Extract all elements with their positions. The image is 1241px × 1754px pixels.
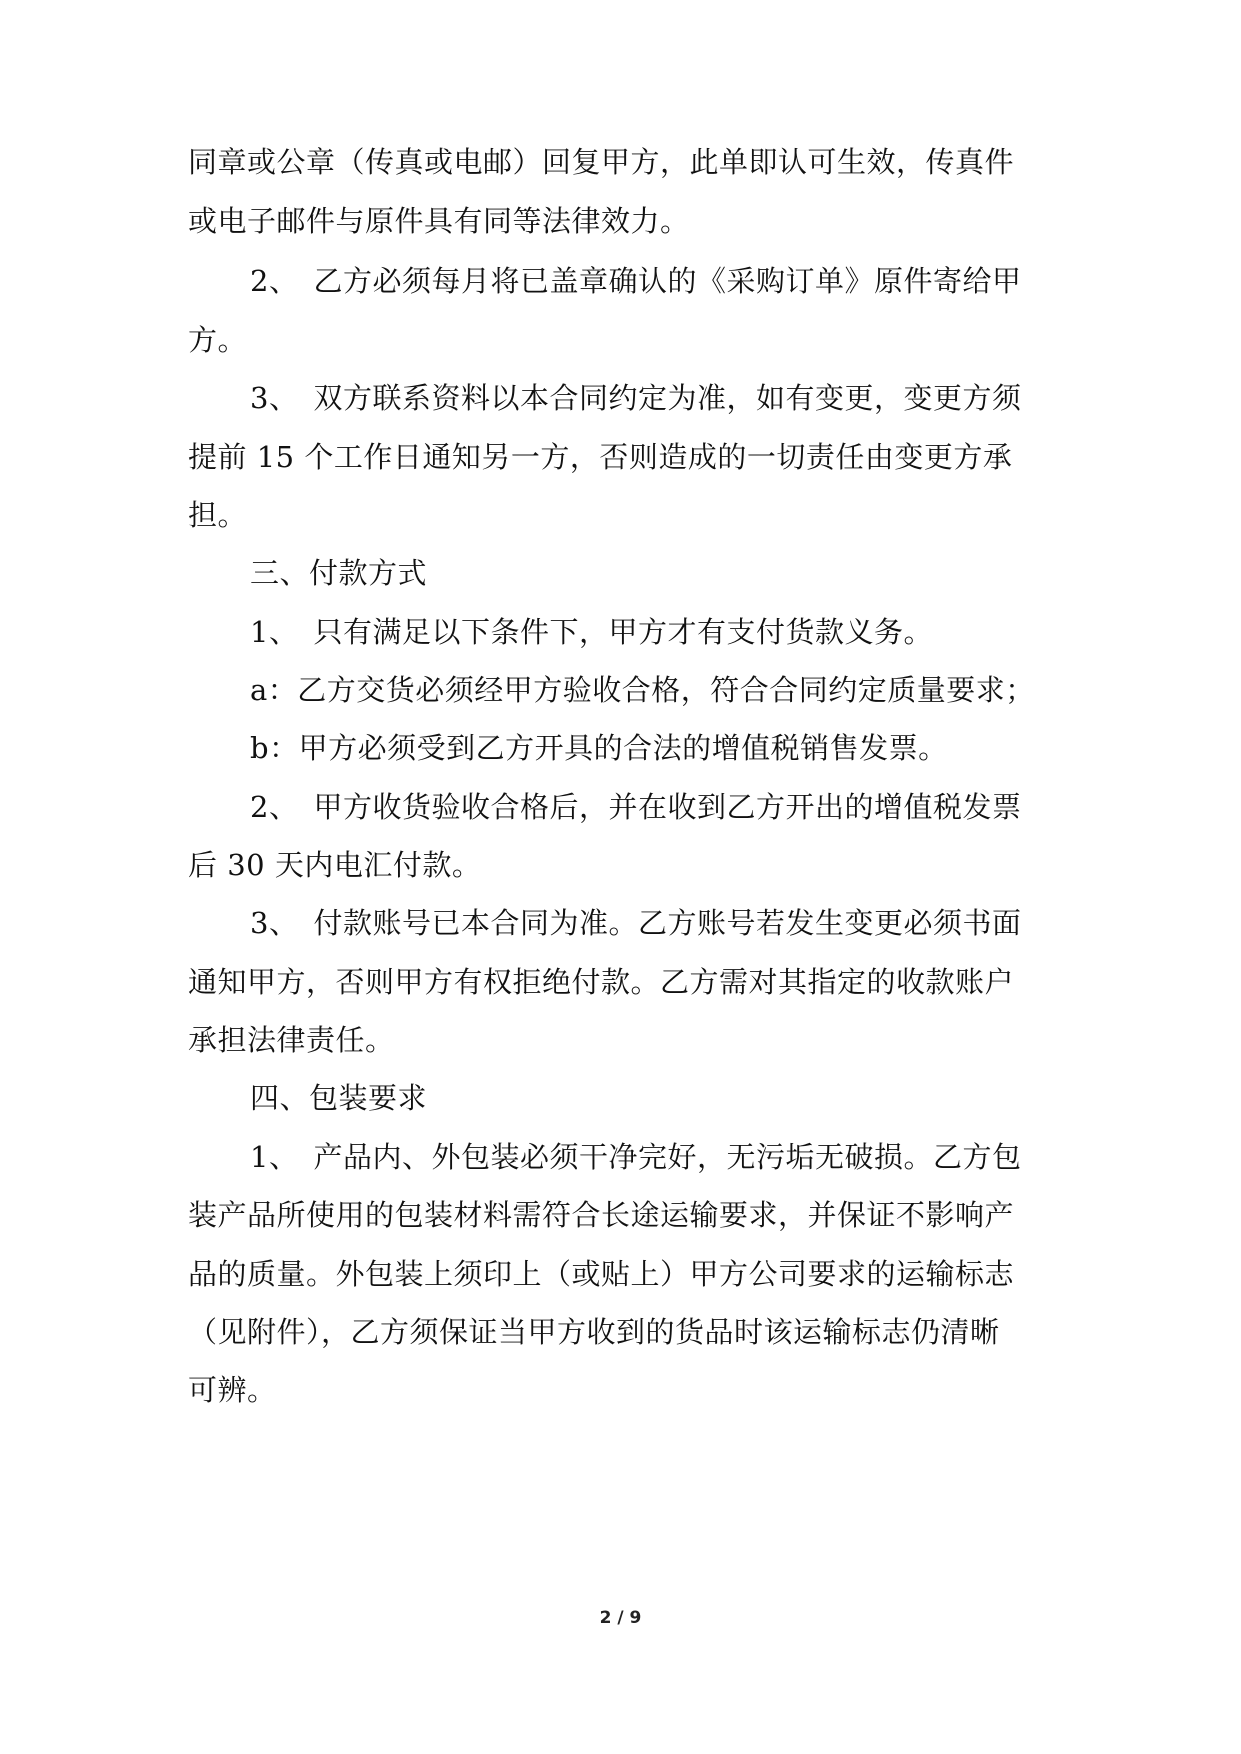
- section-heading: 四、包装要求: [250, 1081, 428, 1115]
- text-line: 后 30 天内电汇付款。: [188, 848, 482, 882]
- text-line: 1、 只有满足以下条件下，甲方才有支付货款义务。: [250, 615, 933, 649]
- text-line: 方。: [188, 323, 248, 357]
- text-line: 品的质量。外包装上须印上（或贴上）甲方公司要求的运输标志: [188, 1257, 1015, 1291]
- text-line: 或电子邮件与原件具有同等法律效力。: [188, 204, 690, 238]
- section-heading: 三、付款方式: [250, 556, 428, 590]
- text-line: 2、 甲方收货验收合格后，并在收到乙方开出的增值税发票: [250, 790, 1022, 824]
- page-number: 2 / 9: [599, 1608, 642, 1628]
- text-line: 同章或公章（传真或电邮）回复甲方，此单即认可生效，传真件: [188, 145, 1015, 179]
- text-line: （见附件），乙方须保证当甲方收到的货品时该运输标志仍清晰: [188, 1315, 1000, 1349]
- text-line: 装产品所使用的包装材料需符合长途运输要求，并保证不影响产: [188, 1198, 1015, 1232]
- text-line: 通知甲方，否则甲方有权拒绝付款。乙方需对其指定的收款账户: [188, 965, 1015, 999]
- text-line: a：乙方交货必须经甲方验收合格，符合合同约定质量要求；: [250, 673, 1035, 707]
- text-line: 可辨。: [188, 1373, 277, 1407]
- text-line: b：甲方必须受到乙方开具的合法的增值税销售发票。: [250, 731, 948, 765]
- text-line: 提前 15 个工作日通知另一方，否则造成的一切责任由变更方承: [188, 440, 1013, 474]
- text-line: 1、 产品内、外包装必须干净完好，无污垢无破损。乙方包: [250, 1140, 1022, 1174]
- text-line: 2、 乙方必须每月将已盖章确认的《采购订单》原件寄给甲: [250, 264, 1022, 298]
- text-line: 承担法律责任。: [188, 1023, 395, 1057]
- text-line: 3、 付款账号已本合同为准。乙方账号若发生变更必须书面: [250, 906, 1022, 940]
- text-line: 3、 双方联系资料以本合同约定为准，如有变更，变更方须: [250, 381, 1022, 415]
- text-line: 担。: [188, 498, 248, 532]
